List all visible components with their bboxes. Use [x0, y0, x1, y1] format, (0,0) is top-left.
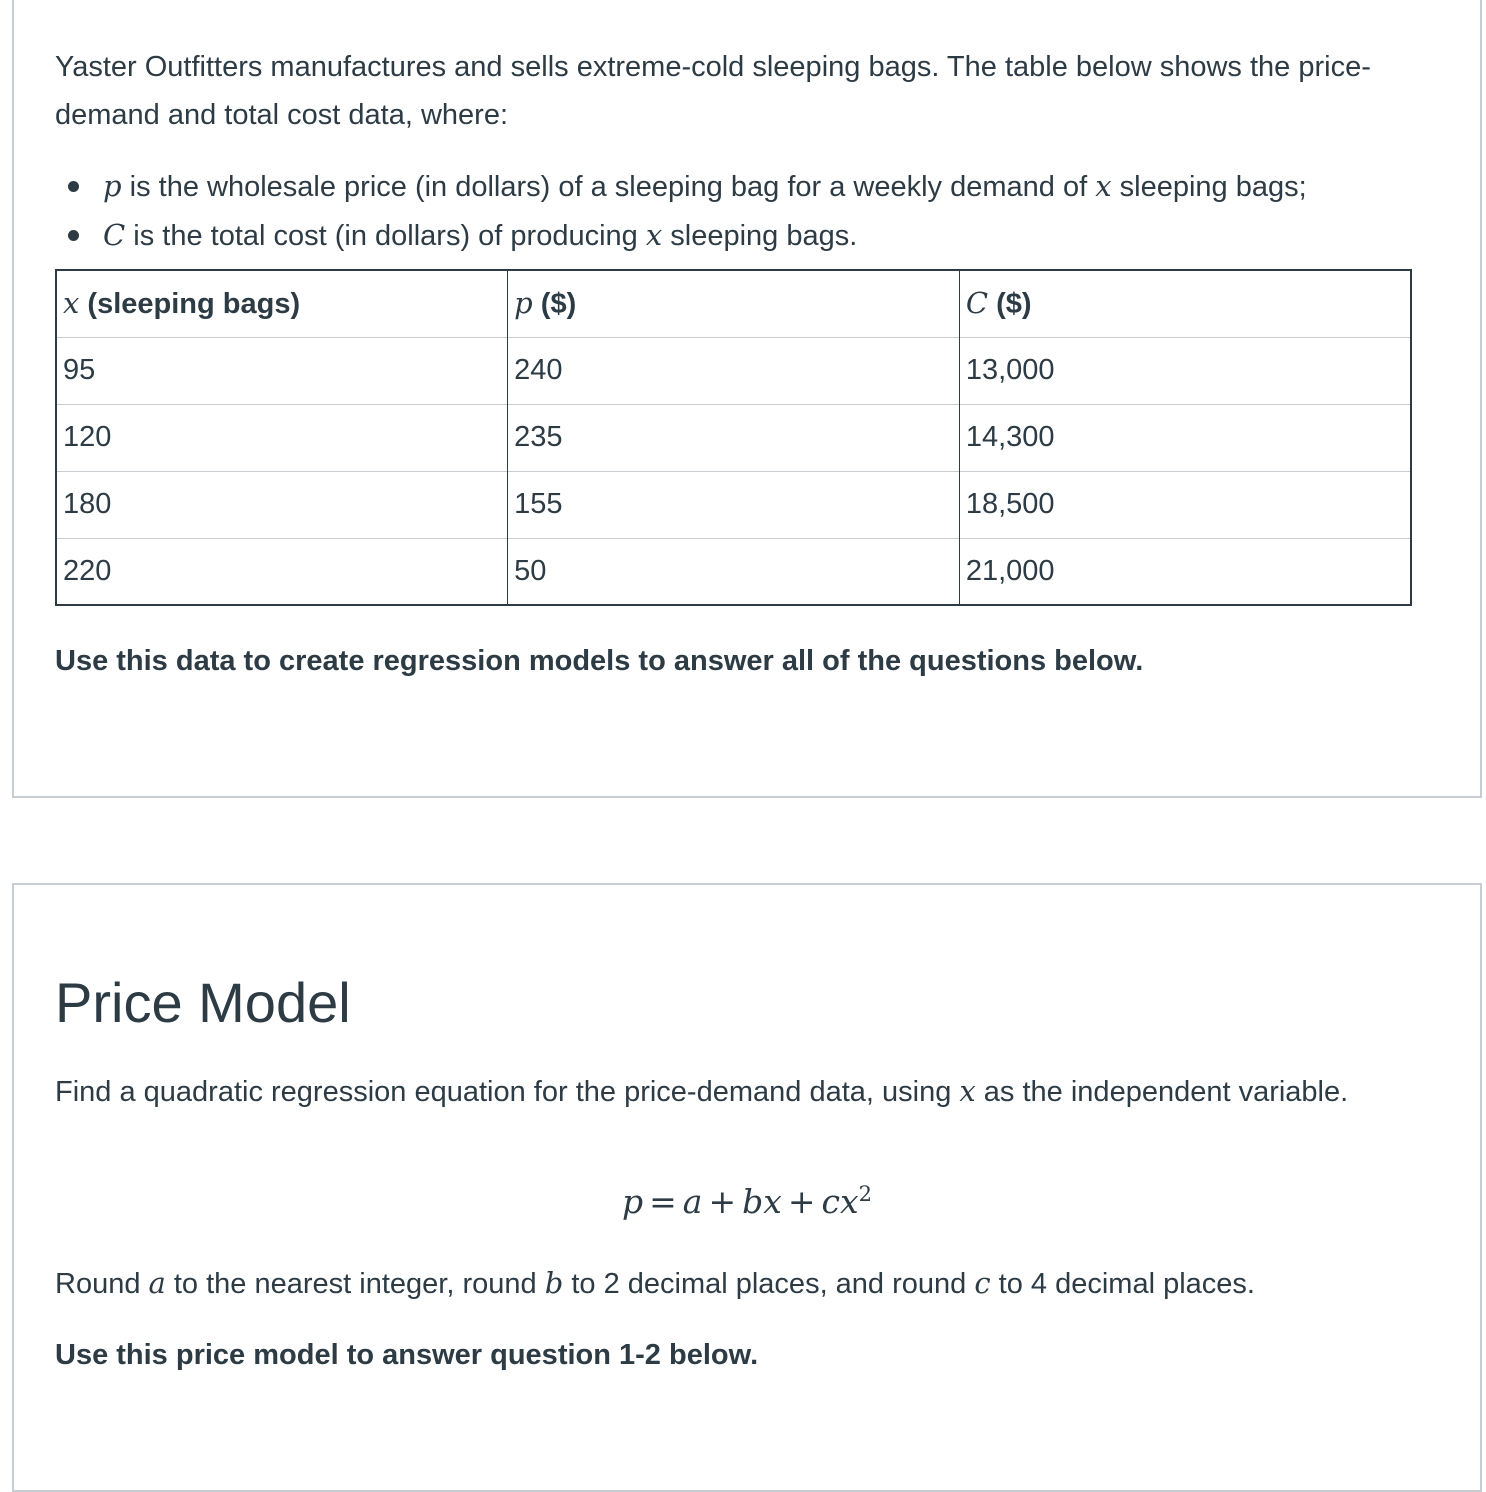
instruction-text: Use this price model to answer question 1-2 below.: [55, 1339, 759, 1371]
question-text: Find a quadratic regression equation for the price-demand data, using x as the independent variable.: [55, 1074, 1349, 1108]
cell-x: 220: [56, 538, 508, 605]
cell-x: 180: [56, 471, 508, 538]
intro-paragraph: Yaster Outfitters manufactures and sells extreme-cold sleeping bags. The table below shows the price-demand and total cost data, where:: [55, 51, 1371, 131]
rounding-instructions: Round a to the nearest integer, round b to 2 decimal places, and round c to 4 decimal places.: [55, 1266, 1255, 1300]
header-x: x (sleeping bags): [56, 270, 508, 337]
table-row: [56, 538, 1411, 605]
definition-text: sleeping bags.: [662, 220, 858, 252]
definition-list: [55, 162, 1307, 260]
section-title: Price Model: [55, 971, 351, 1034]
cell-p: 235: [508, 404, 960, 471]
definition-text: sleeping bags;: [1111, 171, 1307, 203]
bullet-icon: [68, 230, 79, 241]
cell-c: 14,300: [959, 404, 1411, 471]
cell-c: 21,000: [959, 538, 1411, 605]
cell-c: 18,500: [959, 471, 1411, 538]
variable-x: x: [1095, 169, 1112, 203]
data-table: [55, 269, 1412, 606]
header-p: p ($): [508, 270, 960, 337]
cell-p: 50: [508, 538, 960, 605]
variable-x: x: [959, 1074, 976, 1108]
cell-p: 155: [508, 471, 960, 538]
list-item: [55, 162, 1307, 211]
table-row: [56, 471, 1411, 538]
price-model-card: [12, 883, 1482, 1492]
regression-equation: p = a + bx + $cx^2$: [622, 1182, 872, 1221]
list-item: [55, 211, 1307, 260]
data-card: [12, 0, 1482, 798]
cell-x: 120: [56, 404, 508, 471]
header-c: C ($): [959, 270, 1411, 337]
cell-p: 240: [508, 337, 960, 404]
definition-text: is the total cost (in dollars) of producing: [125, 220, 646, 252]
definition-text: is the wholesale price (in dollars) of a sleeping bag for a weekly demand of: [121, 171, 1096, 203]
bullet-icon: [68, 181, 79, 192]
table-row: [56, 337, 1411, 404]
table-header-row: [56, 270, 1411, 337]
instruction-text: Use this data to create regression models to answer all of the questions below.: [55, 645, 1144, 677]
variable-p: p: [103, 169, 122, 203]
variable-x: x: [645, 218, 663, 252]
table-row: [56, 404, 1411, 471]
cell-c: 13,000: [959, 337, 1411, 404]
cell-x: 95: [56, 337, 508, 404]
variable-c: C: [103, 218, 126, 252]
